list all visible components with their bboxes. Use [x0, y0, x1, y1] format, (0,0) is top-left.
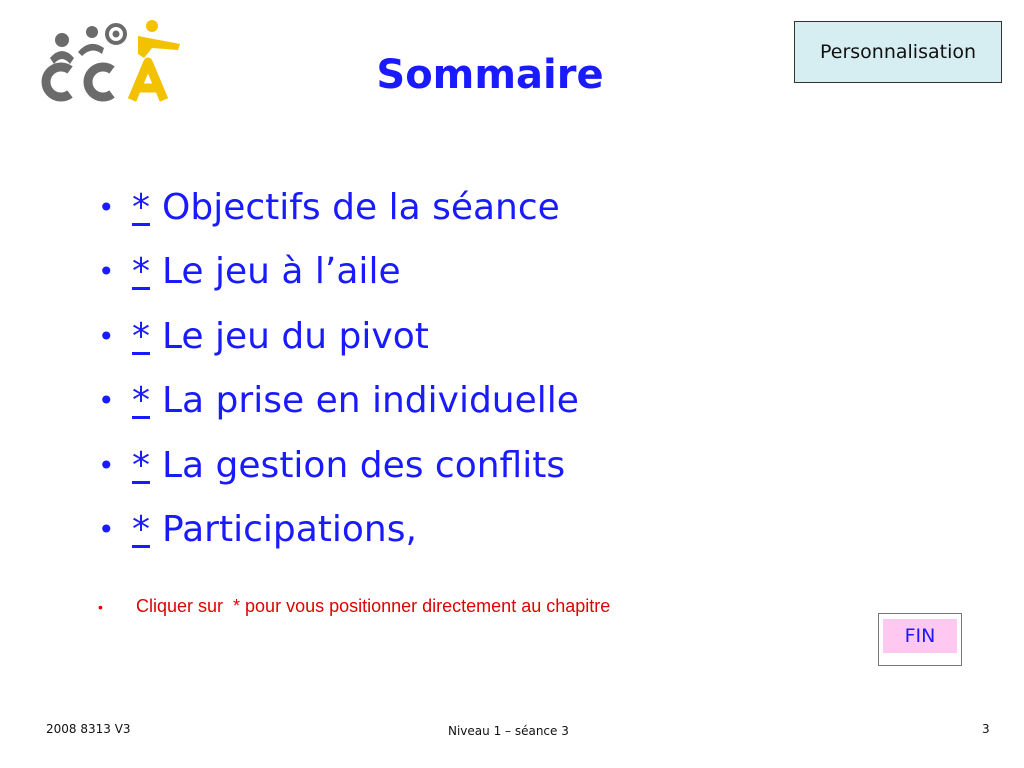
fin-label: FIN — [904, 625, 936, 647]
list-item-label: Objectifs de la séance — [162, 186, 560, 228]
personnalisation-label: Personnalisation — [819, 41, 977, 63]
page-number: 3 — [982, 722, 990, 736]
bullet-icon: • — [98, 190, 115, 224]
list-item-label: La prise en individuelle — [162, 380, 579, 422]
footer-left: 2008 8313 V3 — [46, 722, 131, 736]
list-item — [98, 433, 579, 498]
fin-frame — [878, 613, 962, 666]
summary-list — [98, 175, 579, 562]
bullet-icon: • — [98, 255, 115, 289]
footer-center: Niveau 1 – séance 3 — [448, 724, 569, 738]
fin-button[interactable] — [883, 619, 957, 653]
chapter-link-2[interactable]: * — [132, 251, 150, 293]
list-item — [98, 369, 579, 434]
bullet-icon: • — [98, 599, 103, 615]
instruction-text: Cliquer sur * pour vous positionner directement au chapitre — [136, 596, 611, 616]
bullet-icon: • — [98, 319, 115, 353]
list-item — [98, 304, 579, 369]
list-item — [98, 175, 579, 240]
chapter-link-4[interactable]: * — [132, 380, 150, 422]
bullet-icon: • — [98, 384, 115, 418]
list-item — [98, 240, 579, 305]
bullet-icon: • — [98, 513, 115, 547]
list-item-label: La gestion des conflits — [162, 444, 566, 486]
list-item — [98, 498, 579, 563]
chapter-link-6[interactable]: * — [132, 509, 150, 551]
list-item-label: Le jeu à l’aile — [162, 251, 401, 293]
instruction-note — [98, 596, 610, 617]
personnalisation-button[interactable] — [794, 21, 1002, 83]
chapter-link-1[interactable]: * — [132, 186, 150, 228]
list-item-label: Participations, — [162, 509, 417, 551]
chapter-link-3[interactable]: * — [132, 315, 150, 357]
chapter-link-5[interactable]: * — [132, 444, 150, 486]
bullet-icon: • — [98, 448, 115, 482]
list-item-label: Le jeu du pivot — [162, 315, 429, 357]
page-title: Sommaire — [376, 52, 604, 98]
